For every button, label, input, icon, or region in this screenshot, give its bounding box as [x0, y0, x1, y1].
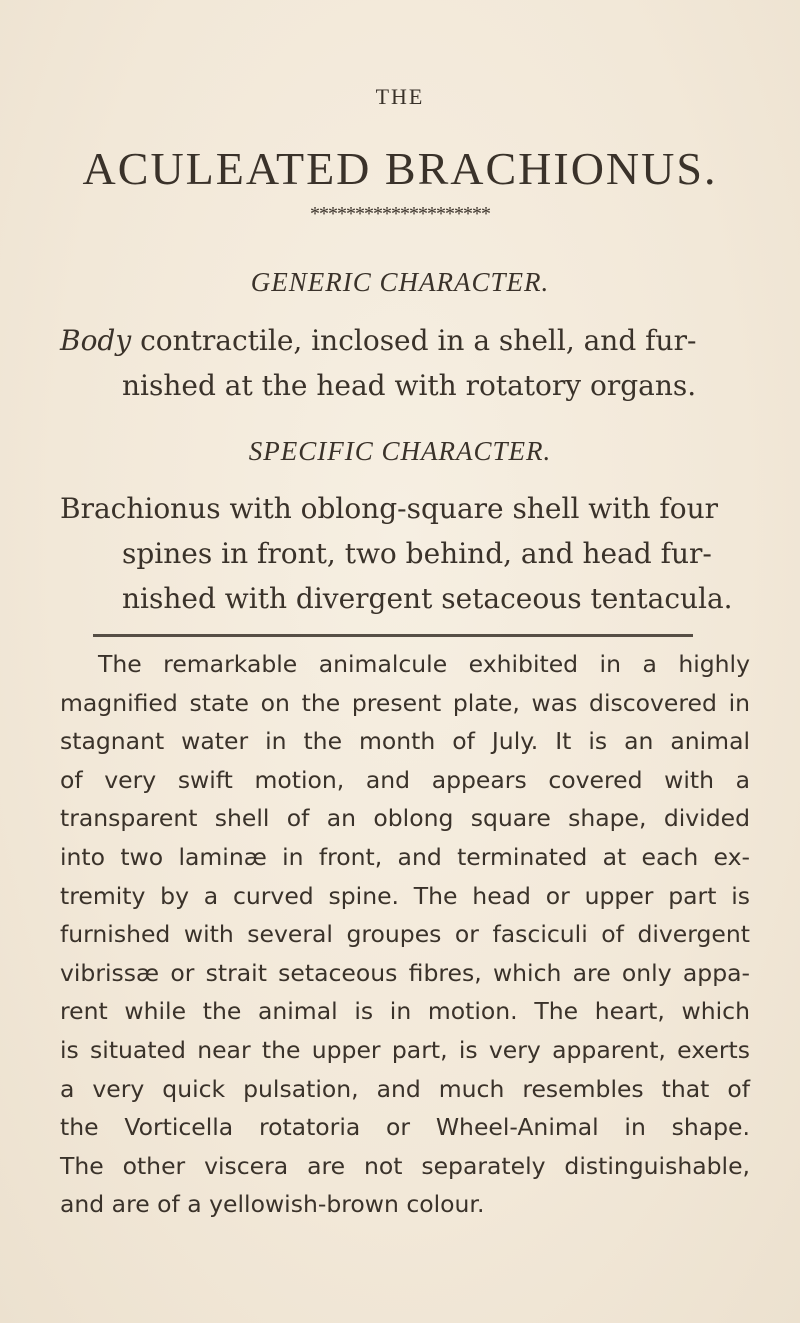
paragraph-line: is situated near the upper part, is very apparent, exerts	[60, 1035, 750, 1064]
specific-character-text	[60, 486, 750, 621]
paragraph-line: of very swift motion, and appears covered with a	[60, 765, 750, 794]
description-paragraph	[60, 645, 750, 1224]
generic-line-2: nished at the head with rotatory organs.	[122, 369, 697, 402]
specific-line: Brachionus with oblong-square shell with four	[60, 492, 719, 525]
paragraph-line: rent while the animal is in motion. The heart, which	[60, 997, 750, 1026]
pre-title: THE	[375, 84, 425, 109]
paragraph-line: tremity by a curved spine. The head or upper part is	[60, 881, 750, 910]
horizontal-rule	[93, 634, 693, 637]
paragraph-line: The other viscera are not separately distinguishable,	[60, 1151, 750, 1180]
generic-character-text	[60, 318, 750, 408]
paragraph-line: a very quick pulsation, and much resembles that of	[60, 1074, 750, 1103]
paragraph-line: furnished with several groupes or fasciculi of divergent	[60, 920, 750, 949]
specific-line: nished with divergent setaceous tentacula.	[122, 582, 733, 615]
paragraph-line: the Vorticella rotatoria or Wheel-Animal in shape.	[60, 1113, 750, 1142]
paragraph-line: vibrissæ or strait setaceous fibres, which are only appa-	[60, 958, 750, 987]
page-title: ACULEATED BRACHIONUS.	[82, 143, 718, 194]
paragraph-line: The remarkable animalcule exhibited in a highly	[98, 650, 750, 678]
specific-line: spines in front, two behind, and head fur-	[122, 537, 712, 570]
specific-character-heading: SPECIFIC CHARACTER.	[248, 436, 552, 466]
generic-lead-word: Body	[60, 324, 132, 357]
paragraph-line: into two laminæ in front, and terminated at each ex-	[60, 842, 750, 871]
paragraph-line: and are of a yellowish-brown colour.	[60, 1190, 485, 1219]
paragraph-line: transparent shell of an oblong square shape, divided	[60, 804, 750, 833]
generic-line-1	[60, 318, 750, 363]
paragraph-line: magnified state on the present plate, was discovered in	[60, 688, 750, 717]
generic-character-heading: GENERIC CHARACTER.	[250, 267, 550, 297]
asterisk-ornament: ********************	[310, 203, 490, 225]
generic-line-1-rest: contractile, inclosed in a shell, and fur-	[131, 324, 697, 357]
paragraph-line: stagnant water in the month of July. It is an animal	[60, 727, 750, 756]
